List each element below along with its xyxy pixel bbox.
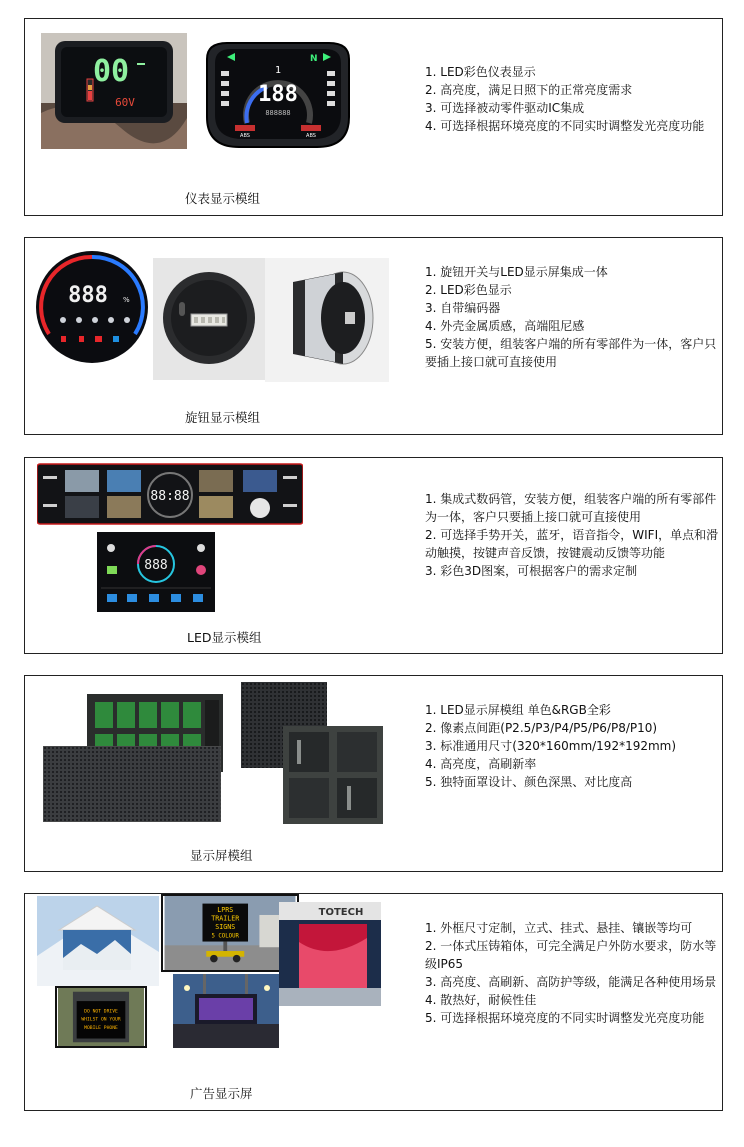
feature-item: 4. 可选择根据环境亮度的不同实时调整发光亮度功能 bbox=[425, 119, 705, 133]
trailer-line-4: 5 COLOUR bbox=[211, 933, 239, 940]
feature-item: 1. 旋钮开关与LED显示屏集成一体 bbox=[425, 265, 608, 279]
feature-item: 5. 安装方便，组装客户端的所有零部件为一体，客户只要插上接口就可直接使用 bbox=[425, 337, 717, 369]
module-square-back-photo bbox=[283, 726, 383, 824]
feature-item: 3. 可选择被动零件驱动IC集成 bbox=[425, 101, 585, 115]
dash-b-n: N bbox=[310, 54, 318, 64]
knob-value: 888 bbox=[68, 283, 108, 308]
feature-item: 2. 像素点间距(P2.5/P3/P4/P5/P6/P8/P10) bbox=[425, 721, 658, 735]
feature-item: 3. 高亮度、高刷新、高防护等级，能满足各种使用场景 bbox=[425, 975, 717, 989]
dash-b-speed: 188 bbox=[258, 82, 298, 107]
section-caption: 旋钮显示模组 bbox=[185, 410, 261, 425]
section-card-led-module bbox=[24, 457, 723, 654]
feature-item: 4. 高亮度，高刷新率 bbox=[425, 757, 537, 771]
dashboard-photo-a bbox=[41, 33, 187, 149]
led-panel-photo bbox=[97, 532, 215, 612]
feature-item: 5. 独特面罩设计、颜色深黑、对比度高 bbox=[425, 775, 633, 789]
knob-display-photo bbox=[33, 244, 151, 370]
knob-side-photo bbox=[265, 258, 389, 382]
booth-screen-photo bbox=[279, 902, 381, 1006]
tent-screen-photo bbox=[37, 896, 159, 986]
section-caption: 广告显示屏 bbox=[190, 1086, 253, 1101]
road-sign-line-3: MOBILE PHONE bbox=[84, 1026, 118, 1032]
dash-b-odo: 888888 bbox=[265, 109, 291, 117]
feature-item: 2. 可选择手势开关，蓝牙，语音指令，WIFI，单点和滑动触摸，按键声音反馈，按键震动反馈等功能 bbox=[425, 528, 719, 560]
feature-item: 3. 自带编码器 bbox=[425, 301, 501, 315]
dash-a-voltage: 60V bbox=[115, 96, 135, 109]
section-card-instrument bbox=[24, 18, 723, 216]
section-card-knob bbox=[24, 237, 723, 435]
section-card-display-module bbox=[24, 675, 723, 872]
feature-item: 1. LED显示屏模组 单色&RGB全彩 bbox=[425, 703, 611, 717]
dashboard-photo-b bbox=[197, 39, 359, 151]
feature-item: 1. 外框尺寸定制，立式、挂式、悬挂、镶嵌等均可 bbox=[425, 921, 693, 935]
feature-item: 1. 集成式数码管，安装方便，组装客户端的所有零部件为一体，客户只要插上接口就可直接使用 bbox=[425, 492, 717, 524]
feature-item: 1. LED彩色仪表显示 bbox=[425, 65, 536, 79]
trailer-line-3: SIGNS bbox=[215, 923, 236, 932]
trailer-line-2: TRAILER bbox=[211, 914, 240, 923]
section-card-advertising bbox=[24, 893, 723, 1111]
feature-item: 2. 高亮度，满足日照下的正常亮度需求 bbox=[425, 83, 633, 97]
booth-brand: TOTECH bbox=[318, 907, 364, 918]
road-sign-line-1: DO NOT DRIVE bbox=[84, 1009, 118, 1015]
feature-item: 4. 散热好，耐候性佳 bbox=[425, 993, 537, 1007]
knob-back-photo bbox=[153, 258, 265, 380]
module-front-photo bbox=[43, 746, 221, 822]
dash-b-abs-left: ABS bbox=[240, 133, 250, 139]
feature-item: 4. 外壳金属质感，高端阻尼感 bbox=[425, 319, 585, 333]
dash-a-speed: 00 bbox=[92, 54, 130, 89]
led-strip-clock: 88:88 bbox=[150, 489, 190, 504]
feature-list bbox=[425, 63, 721, 135]
knob-unit: % bbox=[123, 296, 130, 304]
road-sign-line-2: WHILST ON YOUR bbox=[81, 1017, 121, 1023]
feature-item: 3. 标准通用尺寸(320*160mm/192*192mm) bbox=[425, 739, 677, 753]
road-sign-photo bbox=[55, 986, 147, 1048]
feature-list bbox=[425, 919, 721, 1027]
trailer-line-1: LPRS bbox=[217, 906, 234, 915]
feature-list bbox=[425, 263, 721, 371]
led-strip-photo bbox=[37, 462, 303, 528]
led-panel-value: 888 bbox=[144, 558, 168, 573]
feature-item: 3. 彩色3D图案，可根据客户的需求定制 bbox=[425, 564, 638, 578]
dash-b-abs-right: ABS bbox=[306, 133, 316, 139]
feature-item: 2. 一体式压铸箱体，可完全满足户外防水要求，防水等级IP65 bbox=[425, 939, 717, 971]
section-caption: LED显示模组 bbox=[187, 630, 262, 645]
dash-b-gear: 1 bbox=[274, 65, 282, 76]
section-caption: 仪表显示模组 bbox=[185, 191, 261, 206]
feature-item: 2. LED彩色显示 bbox=[425, 283, 512, 297]
feature-item: 5. 可选择根据环境亮度的不同实时调整发光亮度功能 bbox=[425, 1011, 705, 1025]
feature-list bbox=[425, 490, 721, 580]
feature-list bbox=[425, 701, 721, 791]
section-caption: 显示屏模组 bbox=[190, 848, 253, 863]
night-screen-photo bbox=[173, 974, 279, 1048]
